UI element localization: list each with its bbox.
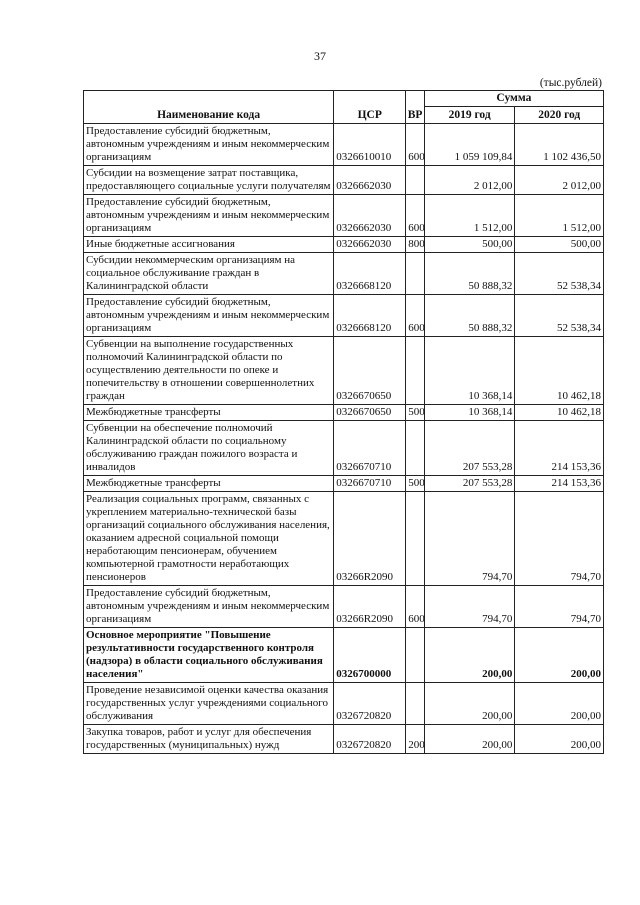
cell-csr: 03266R2090 xyxy=(334,492,406,586)
cell-2020: 1 102 436,50 xyxy=(515,124,604,166)
cell-vr: 600 xyxy=(406,295,425,337)
cell-name: Предоставление субсидий бюджетным, автономным учреждениям и иным некоммерческим организациям xyxy=(84,124,334,166)
table-row xyxy=(84,237,604,253)
cell-2020: 52 538,34 xyxy=(515,295,604,337)
cell-2020: 200,00 xyxy=(515,628,604,683)
cell-2020: 214 153,36 xyxy=(515,476,604,492)
cell-2019: 794,70 xyxy=(424,586,515,628)
cell-name: Проведение независимой оценки качества оказания государственных услуг учреждениями социального обслуживания xyxy=(84,683,334,725)
cell-vr: 200 xyxy=(406,725,425,754)
units-label: (тыс.рублей) xyxy=(539,77,602,89)
table-row xyxy=(84,405,604,421)
cell-name: Субвенции на выполнение государственных полномочий Калининградской области по осуществлению деятельности по опеке и попечительству в отношении совершеннолетних граждан xyxy=(84,337,334,405)
cell-vr: 800 xyxy=(406,237,425,253)
cell-csr: 0326700000 xyxy=(334,628,406,683)
cell-csr: 0326668120 xyxy=(334,253,406,295)
table-row xyxy=(84,195,604,237)
cell-vr xyxy=(406,166,425,195)
cell-2020: 10 462,18 xyxy=(515,405,604,421)
cell-2019: 794,70 xyxy=(424,492,515,586)
cell-2019: 200,00 xyxy=(424,683,515,725)
cell-2019: 500,00 xyxy=(424,237,515,253)
cell-vr xyxy=(406,253,425,295)
table-row xyxy=(84,628,604,683)
cell-vr: 600 xyxy=(406,124,425,166)
header-csr: ЦСР xyxy=(334,91,406,124)
cell-name: Субсидии на возмещение затрат поставщика, предоставляющего социальные услуги получателям xyxy=(84,166,334,195)
cell-name: Основное мероприятие "Повышение результативности государственного контроля (надзора) в области социального обслуживания населения" xyxy=(84,628,334,683)
budget-table xyxy=(83,90,604,754)
cell-vr xyxy=(406,492,425,586)
table-row xyxy=(84,683,604,725)
cell-2019: 200,00 xyxy=(424,628,515,683)
table-row xyxy=(84,586,604,628)
cell-2019: 10 368,14 xyxy=(424,337,515,405)
cell-2020: 794,70 xyxy=(515,586,604,628)
cell-vr: 500 xyxy=(406,405,425,421)
header-vr: ВР xyxy=(406,91,425,124)
cell-2020: 52 538,34 xyxy=(515,253,604,295)
cell-name: Межбюджетные трансферты xyxy=(84,405,334,421)
table-row xyxy=(84,421,604,476)
cell-name: Предоставление субсидий бюджетным, автономным учреждениям и иным некоммерческим организациям xyxy=(84,295,334,337)
cell-2019: 1 512,00 xyxy=(424,195,515,237)
header-sum: Сумма xyxy=(424,91,603,107)
cell-csr: 0326720820 xyxy=(334,683,406,725)
cell-vr: 600 xyxy=(406,586,425,628)
cell-name: Межбюджетные трансферты xyxy=(84,476,334,492)
table-row xyxy=(84,253,604,295)
cell-vr xyxy=(406,628,425,683)
cell-2019: 1 059 109,84 xyxy=(424,124,515,166)
cell-2019: 207 553,28 xyxy=(424,421,515,476)
cell-name: Предоставление субсидий бюджетным, автономным учреждениям и иным некоммерческим организациям xyxy=(84,195,334,237)
header-year-2020: 2020 год xyxy=(515,107,604,124)
cell-vr xyxy=(406,683,425,725)
cell-2019: 200,00 xyxy=(424,725,515,754)
cell-2019: 2 012,00 xyxy=(424,166,515,195)
cell-2020: 200,00 xyxy=(515,725,604,754)
cell-2020: 200,00 xyxy=(515,683,604,725)
table-row xyxy=(84,124,604,166)
cell-name: Субвенции на обеспечение полномочий Калининградской области по социальному обслуживанию граждан пожилого возраста и инвалидов xyxy=(84,421,334,476)
table-row xyxy=(84,725,604,754)
table-row xyxy=(84,492,604,586)
header-year-2019: 2019 год xyxy=(424,107,515,124)
cell-csr: 0326670650 xyxy=(334,337,406,405)
cell-2019: 207 553,28 xyxy=(424,476,515,492)
cell-csr: 0326662030 xyxy=(334,195,406,237)
cell-csr: 03266R2090 xyxy=(334,586,406,628)
cell-2020: 2 012,00 xyxy=(515,166,604,195)
table-row xyxy=(84,476,604,492)
header-name: Наименование кода xyxy=(84,91,334,124)
cell-vr: 600 xyxy=(406,195,425,237)
cell-name: Предоставление субсидий бюджетным, автономным учреждениям и иным некоммерческим организациям xyxy=(84,586,334,628)
cell-2020: 500,00 xyxy=(515,237,604,253)
cell-2020: 1 512,00 xyxy=(515,195,604,237)
cell-2020: 794,70 xyxy=(515,492,604,586)
page-number: 37 xyxy=(314,49,326,63)
cell-2020: 10 462,18 xyxy=(515,337,604,405)
cell-csr: 0326670710 xyxy=(334,476,406,492)
cell-vr: 500 xyxy=(406,476,425,492)
cell-2019: 50 888,32 xyxy=(424,295,515,337)
table-body xyxy=(84,124,604,754)
cell-2019: 10 368,14 xyxy=(424,405,515,421)
cell-2020: 214 153,36 xyxy=(515,421,604,476)
cell-name: Иные бюджетные ассигнования xyxy=(84,237,334,253)
cell-csr: 0326668120 xyxy=(334,295,406,337)
cell-name: Реализация социальных программ, связанных с укреплением материально-технической базы организаций социального обслуживания населения, оказанием адресной социальной помощи неработающим пенсионерам, обучением компьютерной грамотности неработающих пенсионеров xyxy=(84,492,334,586)
cell-2019: 50 888,32 xyxy=(424,253,515,295)
table-row xyxy=(84,295,604,337)
cell-vr xyxy=(406,337,425,405)
table-row xyxy=(84,337,604,405)
cell-csr: 0326610010 xyxy=(334,124,406,166)
cell-vr xyxy=(406,421,425,476)
cell-name: Субсидии некоммерческим организациям на социальное обслуживание граждан в Калининградской области xyxy=(84,253,334,295)
cell-csr: 0326670710 xyxy=(334,421,406,476)
cell-csr: 0326720820 xyxy=(334,725,406,754)
table-row xyxy=(84,166,604,195)
cell-csr: 0326670650 xyxy=(334,405,406,421)
cell-name: Закупка товаров, работ и услуг для обеспечения государственных (муниципальных) нужд xyxy=(84,725,334,754)
cell-csr: 0326662030 xyxy=(334,166,406,195)
cell-csr: 0326662030 xyxy=(334,237,406,253)
